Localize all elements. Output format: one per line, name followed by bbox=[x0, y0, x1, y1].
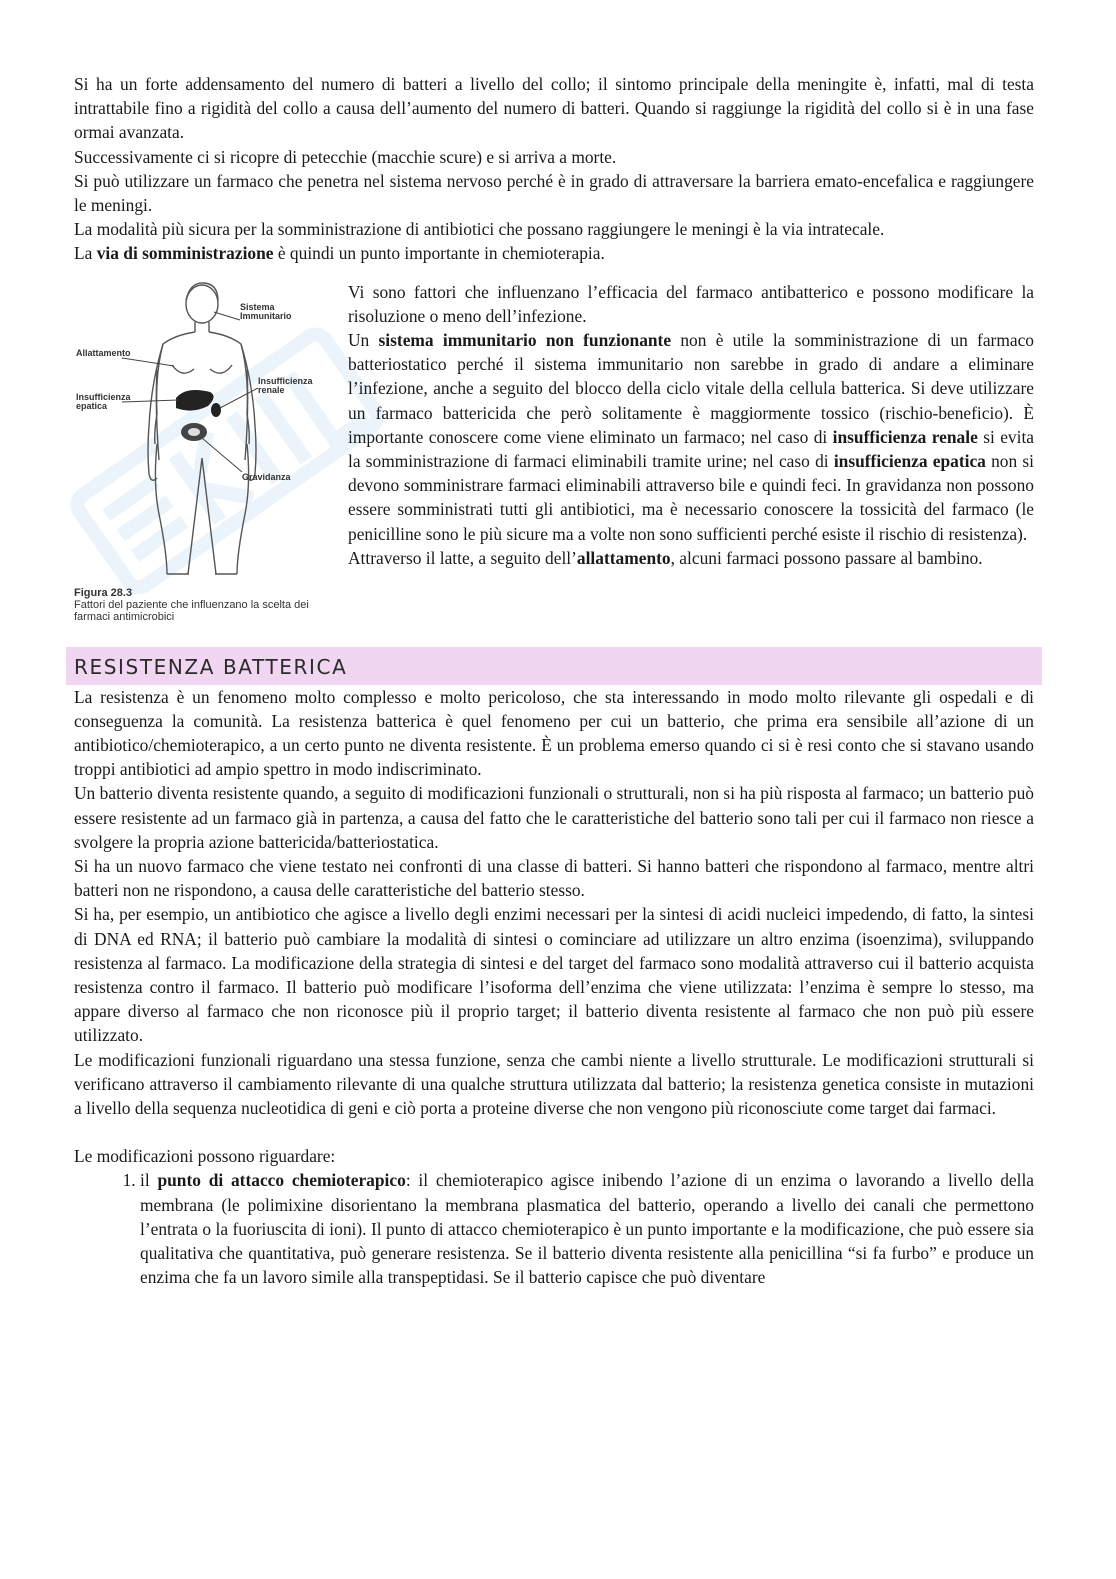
label-hepatic-failure: Insufficienza epatica bbox=[76, 391, 131, 411]
intro-paragraph-4: La modalità più sicura per la somministrazione di antibiotici che possano raggiungere le meningi è la via intratecale. bbox=[74, 219, 885, 240]
emphasis-breastfeeding: allattamento bbox=[576, 547, 671, 568]
modifications-list bbox=[74, 1168, 1034, 1289]
figure-caption bbox=[74, 587, 324, 623]
factors-paragraph-1: Vi sono fattori che influenzano l’efficacia del farmaco antibatterico e possono modificare la risoluzione o meno dell’infezione. bbox=[348, 281, 1034, 326]
document-page bbox=[74, 72, 1034, 1290]
figure-caption-text: Fattori del paziente che influenzano la scelta dei farmaci antimicrobici bbox=[74, 598, 309, 623]
emphasis-via-somministrazione: via di somministrazione bbox=[96, 243, 274, 264]
factors-paragraph-3: Attraverso il latte, a seguito dell’allattamento, alcuni farmaci possono passare al bambino. bbox=[348, 547, 983, 568]
section-paragraph-3: Si ha un nuovo farmaco che viene testato nei confronti di una classe di batteri. Si hanno batteri che rispondono al farmaco, mentre altri batteri non ne rispondono, a causa delle caratteristiche del batterio stesso. bbox=[74, 856, 1034, 901]
section-paragraph-4: Si ha, per esempio, un antibiotico che agisce a livello degli enzimi necessari per la sintesi di acidi nucleici impedendo, di fatto, la sintesi di DNA ed RNA; il batterio può cambiare la modalità di sintesi o cominciare ad utilizzare un altro enzima (isoenzima), sviluppando resistenza al farmaco. La modificazione della strategia di sintesi e del target del farmaco sono modalità attraverso cui il batterio acquista resistenza contro il farmaco. Il batterio può modificare l’isoforma dell’enzima che viene utilizzata: l’enzima è sempre lo stesso, ma appare diverso al farmaco che non riconosce più il proprio target; il batterio diventa resistente al farmaco che non può più essere utilizzato. bbox=[74, 904, 1034, 1046]
list-intro: Le modificazioni possono riguardare: bbox=[74, 1146, 336, 1167]
section-paragraph-2: Un batterio diventa resistente quando, a seguito di modificazioni funzionali o strutturali, non si ha più risposta al farmaco; un batterio può essere resistente ad un farmaco già in partenza, a causa del fatto che le caratteristiche del batterio sono tali per cui il farmaco non riesce a svolgere la propria azione battericida/batteriostatica. bbox=[74, 783, 1034, 852]
section-paragraph-5: Le modificazioni funzionali riguardano una stessa funzione, senza che cambi niente a livello strutturale. Le modificazioni strutturali si verificano attraverso il cambiamento rilevante di una qualche struttura utilizzata dal batterio; la resistenza genetica consiste in mutazioni a livello della sequenza nucleotidica di geni e ciò porta a proteine diverse che non vengono più riconosciute come target dai farmaci. bbox=[74, 1049, 1034, 1119]
emphasis-attack-point: punto di attacco chemioterapico bbox=[157, 1170, 406, 1191]
figure-patient-factors bbox=[74, 280, 324, 623]
paragraph-spacer bbox=[74, 1120, 1034, 1144]
label-renal-failure: Insufficienza renale bbox=[258, 375, 313, 395]
figure-number: Figura 28.3 bbox=[74, 586, 133, 599]
label-breastfeeding: Allattamento bbox=[76, 347, 131, 358]
body-illustration bbox=[74, 280, 324, 585]
factors-text bbox=[348, 280, 1034, 623]
section-paragraph-1: La resistenza è un fenomeno molto complesso e molto pericoloso, che sta interessando in modo molto rilevante gli ospedali e di conseguenza la comunità. La resistenza batterica è quel fenomeno per cui un batterio, che prima era sensibile all’azione di un antibiotico/chemioterapico, a un certo punto ne diventa resistente. È un problema emerso quando ci si è resi conto che si stavano usando troppi antibiotici ad ampio spettro in modo indiscriminato. bbox=[74, 686, 1034, 780]
intro-paragraph-2: Successivamente ci si ricopre di petecchie (macchie scure) e si arriva a morte. bbox=[74, 146, 617, 167]
section-heading: RESISTENZA BATTERICA bbox=[66, 647, 1042, 685]
emphasis-immune-system: sistema immunitario non funzionante bbox=[378, 330, 672, 351]
factors-paragraph-2: Un sistema immunitario non funzionante non è utile la somministrazione di un farmaco batteriostatico perché il sistema immunitario non sarebbe in grado di andare a eliminare l’infezione, anche a seguito del blocco della ciclo vitale della cellula batterica. Si deve utilizzare un farmaco battericida che però solitamente è maggiormente tossico (rischio-beneficio). È importante conoscere come viene eliminato un farmaco; nel caso di insufficienza renale si evita la somministrazione di farmaci eliminabili tramite urine; nel caso di insufficienza epatica non si devono somministrare farmaci eliminabili attraverso bile e quindi feci. In gravidanza non possono essere somministrati tutti gli antibiotici, ma è necessario conoscere la tossicità del farmaco (le penicilline sono le più sicure ma a volte non sono sufficienti perché esiste il rischio di resistenza). bbox=[348, 330, 1034, 544]
emphasis-renal-failure: insufficienza renale bbox=[832, 426, 978, 447]
intro-paragraph-1: Si ha un forte addensamento del numero di batteri a livello del collo; il sintomo principale della meningite è, infatti, mal di testa intrattabile fino a rigidità del collo a causa dell’aumento del numero di batteri. Quando si raggiunge la rigidità del collo si è in una fase ormai avanzata. bbox=[74, 74, 1034, 143]
list-item: 1. il punto di attacco chemioterapico: il chemioterapico agisce inibendo l’azione di un enzima o lavorando a livello della membrana (le polimixine disorientano la membrana plasmatica del batterio, operando a livello dei canali che permettono l’entrata o la fuoriuscita di ioni). Il punto di attacco chemioterapico è un punto importante e la modificazione, che può essere sia qualitativa che quantitativa, può generare resistenza. Se il batterio diventa resistente alla penicillina “si fa furbo” e produce un enzima che fa un lavoro simile alla transpeptidasi. Se il batterio capisce che può diventare bbox=[140, 1168, 1034, 1289]
intro-paragraph-5: La via di somministrazione è quindi un punto importante in chemioterapia. bbox=[74, 243, 605, 264]
figure-row bbox=[74, 280, 1034, 623]
label-immune-system: Sistema Immunitario bbox=[240, 301, 292, 321]
emphasis-hepatic-failure: insufficienza epatica bbox=[833, 451, 986, 472]
intro-paragraph-3: Si può utilizzare un farmaco che penetra nel sistema nervoso perché è in grado di attraversare la barriera emato-encefalica e raggiungere le meningi. bbox=[74, 170, 1034, 216]
label-pregnancy: Gravidanza bbox=[242, 471, 291, 482]
